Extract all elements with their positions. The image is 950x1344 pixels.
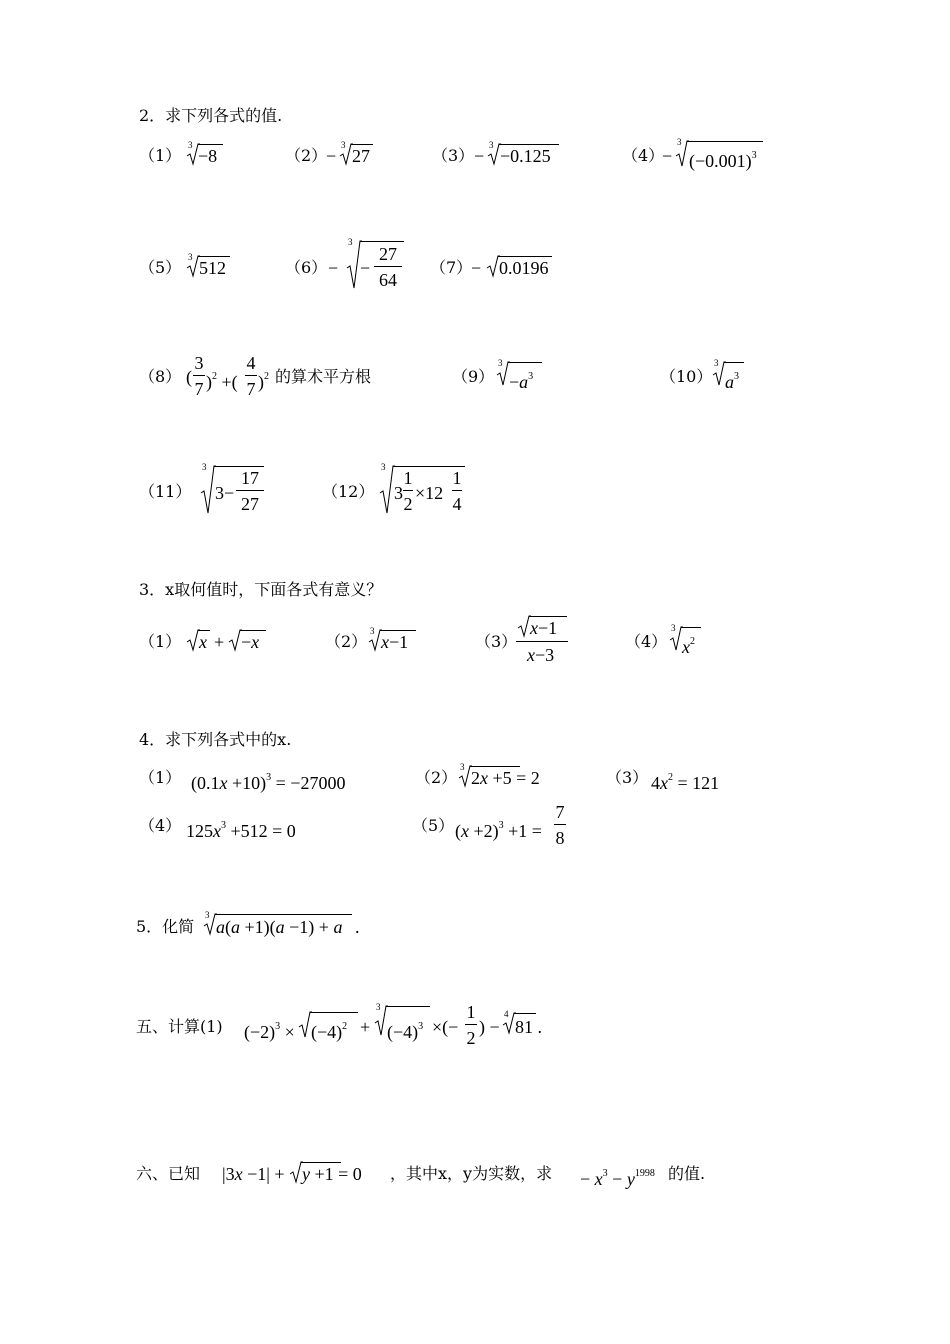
fraction-bar [403,490,413,491]
fraction-numerator: 7 [555,802,565,822]
root-index: 3 [188,252,193,262]
expr-9: $-a^3$ [509,371,534,392]
fraction-bar [452,490,462,491]
root-index: 3 [489,140,494,150]
q2-label-11: （11） [139,482,192,501]
radical-sign [289,1161,303,1185]
fraction-bar [554,824,566,825]
s5-expr-f: 81 . [515,1017,542,1037]
radical-sign [517,615,531,639]
q3-expr-2: x−1 [381,632,409,652]
s5-expr-c: $(-4)^3$ [387,1021,424,1042]
root-index: 3 [677,137,682,147]
q2-label-2: （2） [285,146,328,165]
fraction-numerator: 1 [466,1002,476,1022]
q2-label-7: （7） [430,258,473,277]
q5-heading: 5．化简 [136,917,195,936]
paren: ( [186,367,192,387]
radical-sign [458,765,472,789]
s6-target: − $x^3 - y^{1998}$ [580,1168,655,1189]
expr-4: $(-0.001)^3$ [689,150,757,171]
mixed-number-b: ×12 [415,483,444,503]
radical-sign [186,255,200,279]
q3-expr-3-num: x−1 [530,618,558,638]
fraction-denominator: 4 [452,494,462,514]
root-index: 3 [370,626,375,636]
fraction-denominator: 7 [194,379,204,399]
radical-sign [374,1005,388,1037]
root-index: 3 [188,140,193,150]
expr-8-text: 的算术平方根 [275,367,372,386]
q3-label-2: （2） [325,632,368,651]
fraction-bar [516,641,568,642]
q5-expr: a(a +1)(a −1) + a [216,917,343,937]
expr-5: 512 [199,258,226,278]
fraction-denominator: 2 [403,494,413,514]
paren: )$^2$ +( [206,371,238,392]
radical-sign [186,629,200,653]
radical-sign [203,913,217,937]
q3-label-3: （3） [475,632,518,651]
fraction-denominator: 2 [466,1028,476,1048]
q4-heading: 4．求下列各式中的x. [139,730,292,749]
radical-sign [712,361,726,387]
q3-expr-1b: −x [241,632,260,652]
radical-sign [496,361,510,387]
q2-label-12: （12） [322,482,375,501]
fraction-numerator: 17 [241,468,259,488]
radical-sign [669,626,683,652]
plus-sign: + [360,1017,371,1037]
minus-sign: − [471,258,482,278]
root-index: 3 [671,623,676,633]
expr-2: 27 [352,146,370,166]
fraction-bar [245,375,257,376]
expr-7: 0.0196 [499,258,549,278]
q3-label-4: （4） [625,632,668,651]
root-index: 3 [460,762,465,772]
q2-label-6: （6） [285,258,328,277]
radical-sign [298,1011,312,1039]
plus-sign: + [214,632,225,652]
minus-sign: − [360,258,371,278]
fraction-denominator: 27 [241,494,259,514]
expr-11: 3− [215,483,235,503]
fraction-denominator: 64 [379,270,397,290]
q3-expr-4: $x^2$ [682,636,695,657]
fraction-numerator: 1 [403,468,413,488]
q2-label-3: （3） [432,146,475,165]
fraction-bar [465,1024,477,1025]
q2-label-5: （5） [139,258,182,277]
root-index: 3 [341,140,346,150]
q2-heading: 2．求下列各式的值. [139,106,283,125]
fraction-denominator: 7 [246,379,256,399]
radical-sign [675,140,689,168]
minus-sign: − [474,146,485,166]
paren: )$^2$ [258,371,269,392]
radical-sign [200,465,216,515]
fraction-denominator: 8 [555,828,565,848]
s6-heading: 六、已知 [136,1164,201,1183]
q2-label-9: （9） [452,367,495,386]
q4-label-3: （3） [606,768,649,787]
q2-label-8: （8） [139,367,182,386]
s5-expr-e: ) − [479,1017,500,1037]
q2-label-1: （1） [139,146,182,165]
radical-sign [502,1012,516,1036]
root-index: 3 [202,462,207,472]
minus-sign: − [326,146,337,166]
q4-label-1: （1） [139,768,182,787]
root-index: 3 [498,358,503,368]
fraction-bar [374,266,402,267]
q3-heading: 3．x取何值时，下面各式有意义？ [139,580,383,599]
s5-expr-b: $(-4)^2$ [311,1021,348,1042]
fraction-numerator: 27 [379,244,397,264]
fraction-bar [236,490,264,491]
s5-expr-d: ×(− [432,1017,459,1037]
fraction-numerator: 4 [246,353,256,373]
fraction-numerator: 3 [194,353,204,373]
q3-label-1: （1） [139,632,182,651]
minus-sign: − [328,258,339,278]
fraction-bar [193,375,205,376]
mixed-number-whole: 3 [394,483,403,503]
q2-label-10: （10） [660,367,713,386]
radical-sign [228,629,242,653]
expr-1: −8 [198,146,218,166]
root-index: 4 [504,1009,509,1019]
radical-sign [339,143,353,167]
expr-3: −0.125 [500,146,551,166]
q4-eq-3: $4x^2 = 121$ [651,772,720,793]
root-index: 3 [376,1002,381,1012]
s6-tail: 的值. [668,1164,706,1183]
minus-sign: − [662,146,673,166]
s6-mid: ，其中x，y为实数，求 [390,1164,553,1183]
radical-sign [487,143,501,167]
radical-sign [368,629,382,653]
period: . [355,917,360,937]
q4-eq-5: $(x +2)^3 +1$ = [455,820,542,841]
expr-10: $a^3$ [725,371,739,392]
root-index: 3 [205,910,210,920]
abs-expr: |3x −1| + [222,1164,285,1184]
radical-sign [379,465,395,515]
q4-eq-4: $125x^3 +512 = 0$ [186,820,296,841]
root-index: 3 [348,237,353,247]
root-index: 3 [714,358,719,368]
q4-label-5: （5） [412,816,455,835]
q4-label-2: （2） [415,768,458,787]
q2-label-4: （4） [622,146,665,165]
root-index: 3 [381,462,386,472]
s5-heading: 五、计算(1) [136,1017,223,1036]
q4-eq-2: 2x +5 = 2 [471,768,540,788]
radical-sign [486,255,500,279]
q3-expr-3-den: x−3 [527,645,555,665]
q4-eq-1: $(0.1x +10)^3 = -27000$ [191,772,346,793]
q3-expr-1a: x [199,632,207,652]
s6-expr-b: y +1 = 0 [302,1164,362,1184]
q4-label-4: （4） [139,816,182,835]
s5-expr-a: $(-2)^3$ × [244,1021,295,1042]
fraction-numerator: 1 [452,468,462,488]
